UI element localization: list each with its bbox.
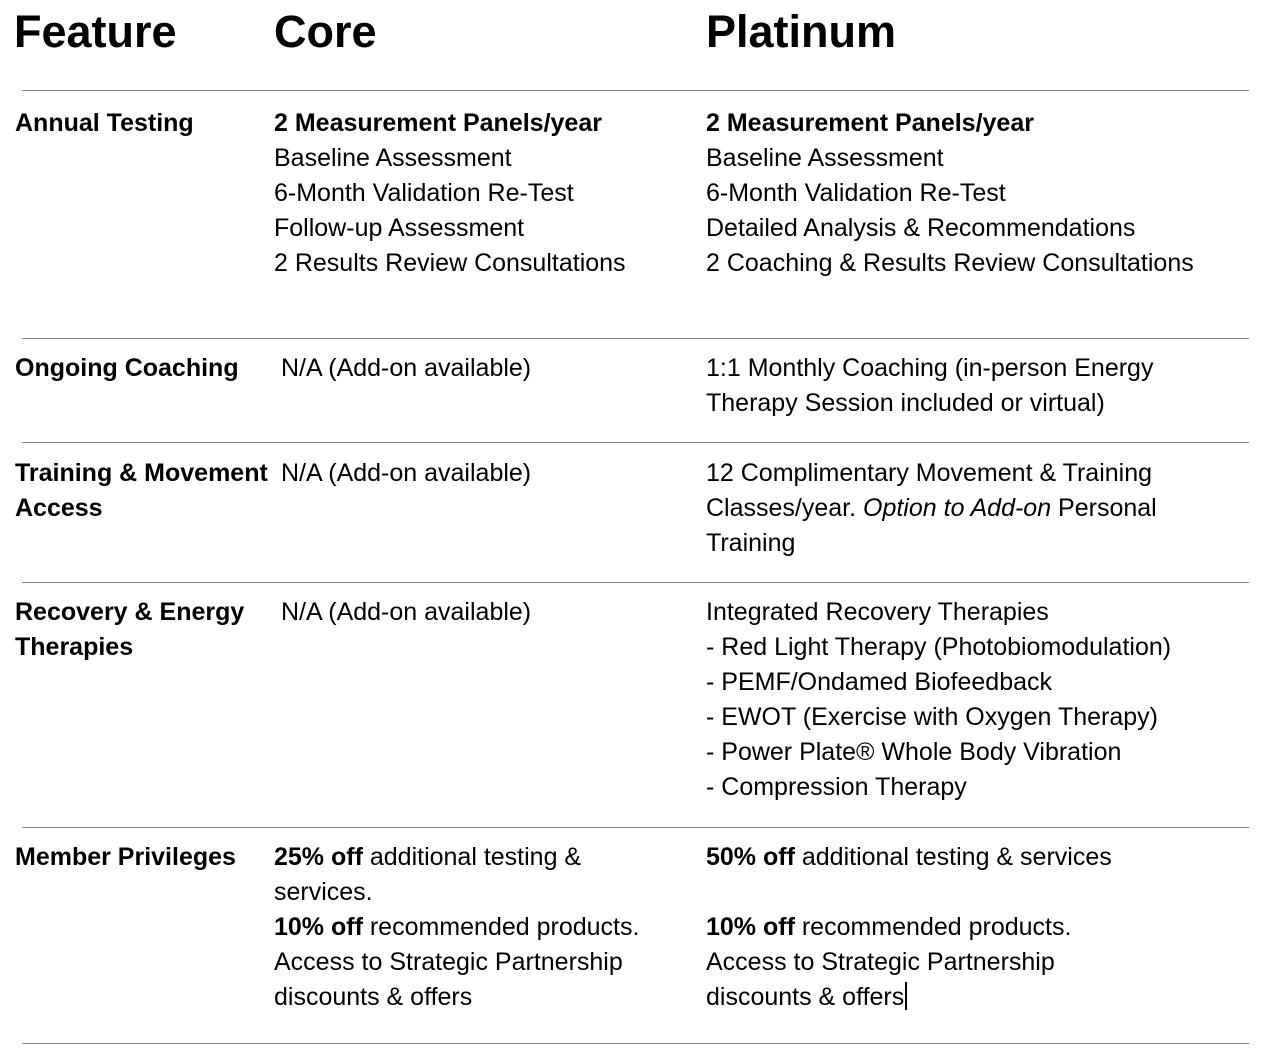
header-feature: Feature	[14, 6, 177, 57]
row-divider	[22, 338, 1249, 339]
platinum-recovery-therapies	[706, 595, 1171, 805]
core-recovery-therapies: N/A (Add-on available)	[281, 598, 532, 626]
platinum-recovery-line: - EWOT (Exercise with Oxygen Therapy)	[706, 703, 1158, 731]
core-annual-testing-line: 2 Results Review Consultations	[274, 249, 626, 277]
core-annual-testing-line: 2 Measurement Panels/year	[274, 109, 602, 137]
platinum-annual-testing-line: 6-Month Validation Re-Test	[706, 179, 1006, 207]
core-annual-testing-line: Follow-up Assessment	[274, 214, 525, 242]
platinum-recovery-line: - Power Plate® Whole Body Vibration	[706, 738, 1122, 766]
platinum-recovery-line: - Red Light Therapy (Photobiomodulation)	[706, 633, 1172, 661]
core-member-privileges: 25% off additional testing & services. 10% off recommended products. Access to Strategic Partnership discounts & offers	[274, 843, 640, 1011]
platinum-annual-testing-line: Detailed Analysis & Recommendations	[706, 214, 1136, 242]
platinum-recovery-line: - PEMF/Ondamed Biofeedback	[706, 668, 1052, 696]
platinum-training-movement: 12 Complimentary Movement & Training Classes/year. Option to Add-on Personal Training	[706, 459, 1157, 557]
platinum-annual-testing-line: 2 Coaching & Results Review Consultations	[706, 249, 1194, 277]
core-annual-testing-line: 6-Month Validation Re-Test	[274, 179, 574, 207]
row-divider	[22, 442, 1249, 443]
header-core: Core	[274, 6, 377, 57]
platinum-member-privileges[interactable]: 50% off additional testing & services 10% off recommended products. Access to Strategic Partnership discounts & offers	[706, 843, 1112, 1011]
platinum-ongoing-coaching-line: 1:1 Monthly Coaching (in-person Energy	[706, 354, 1154, 382]
feature-member-privileges: Member Privileges	[15, 843, 236, 871]
feature-annual-testing: Annual Testing	[15, 109, 194, 137]
empty-line	[706, 875, 1112, 910]
platinum-annual-testing	[706, 106, 1194, 281]
core-annual-testing	[274, 106, 626, 281]
core-training-movement: N/A (Add-on available)	[281, 459, 532, 487]
row-divider	[22, 90, 1249, 91]
header-platinum: Platinum	[706, 6, 897, 57]
core-ongoing-coaching: N/A (Add-on available)	[281, 354, 532, 382]
platinum-ongoing-coaching-line: Therapy Session included or virtual)	[706, 389, 1105, 417]
feature-recovery-therapies: Recovery & Energy Therapies	[15, 598, 245, 661]
text-cursor	[905, 982, 907, 1010]
platinum-ongoing-coaching	[706, 351, 1153, 421]
feature-ongoing-coaching: Ongoing Coaching	[15, 354, 239, 382]
platinum-recovery-line: - Compression Therapy	[706, 773, 967, 801]
platinum-recovery-line: Integrated Recovery Therapies	[706, 598, 1049, 626]
row-divider	[22, 582, 1249, 583]
platinum-annual-testing-line: Baseline Assessment	[706, 144, 944, 172]
platinum-annual-testing-line: 2 Measurement Panels/year	[706, 109, 1034, 137]
row-divider	[22, 827, 1249, 828]
feature-training-movement: Training & Movement Access	[15, 459, 268, 522]
row-divider	[22, 1043, 1249, 1044]
core-annual-testing-line: Baseline Assessment	[274, 144, 512, 172]
